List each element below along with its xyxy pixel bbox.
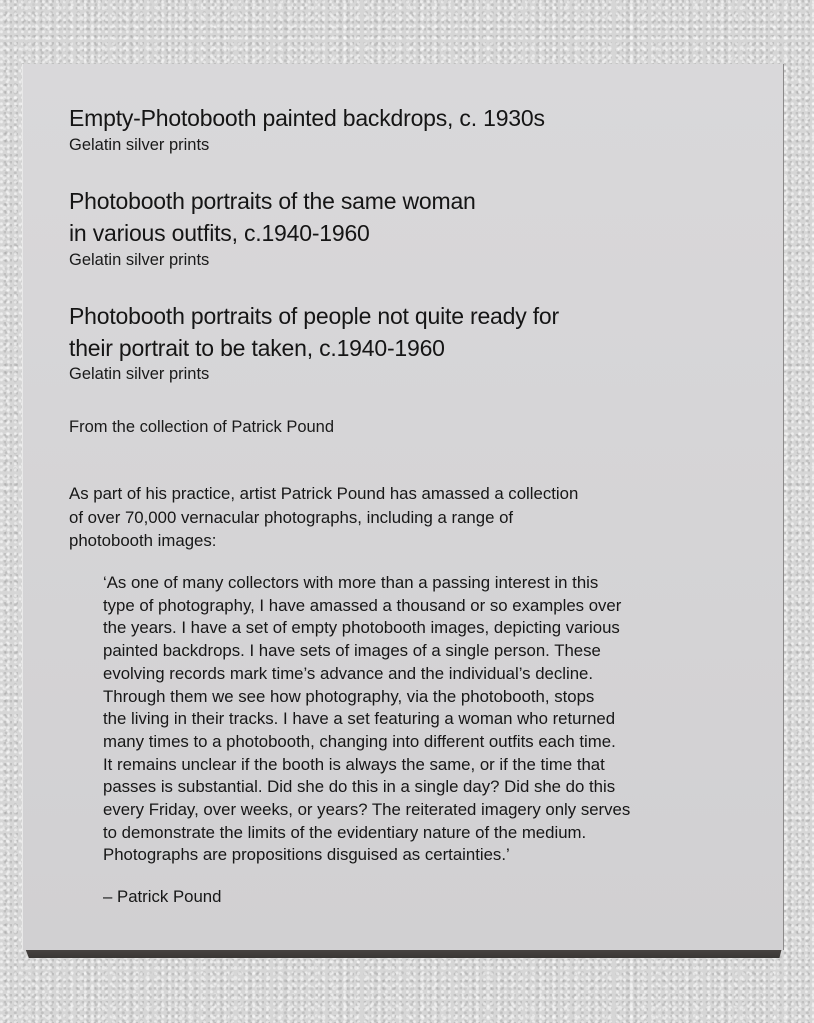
work-title-continued: in various outfits, c.1940-1960 <box>69 220 370 246</box>
quote-line: ‘As one of many collectors with more than a passing interest in this <box>103 573 599 592</box>
work-medium: Gelatin silver prints <box>69 136 210 154</box>
quote-line: It remains unclear if the booth is always the same, or if the time that <box>103 754 605 774</box>
quote-line: Photographs are propositions disguised as certainties.’ <box>103 845 510 865</box>
intro-paragraph <box>69 482 578 553</box>
quote-line: Through them we see how photography, via the photobooth, stops <box>103 686 595 706</box>
work-title: Photobooth portraits of people not quite ready for <box>69 303 559 329</box>
intro-line: As part of his practice, artist Patrick Pound has amassed a collection <box>69 484 579 503</box>
intro-line: of over 70,000 vernacular photographs, including a range of <box>69 507 514 527</box>
quote-line: type of photography, I have amassed a thousand or so examples over <box>103 595 622 615</box>
artist-quote <box>103 572 630 867</box>
quote-line: evolving records mark time’s advance and the individual’s decline. <box>103 663 594 683</box>
quote-line: many times to a photobooth, changing into different outfits each time. <box>103 731 616 751</box>
credit-line: From the collection of Patrick Pound <box>69 418 335 436</box>
quote-line: the living in their tracks. I have a set featuring a woman who returned <box>103 709 616 729</box>
quote-line: every Friday, over weeks, or years? The reiterated imagery only serves <box>103 800 631 820</box>
quote-line: painted backdrops. I have sets of images of a single person. These <box>103 641 601 661</box>
work-title: Empty-Photobooth painted backdrops, c. 1930s <box>69 105 545 131</box>
work-title: Photobooth portraits of the same woman <box>69 188 476 214</box>
quote-line: passes is substantial. Did she do this in a single day? Did she do this <box>103 777 616 797</box>
work-medium: Gelatin silver prints <box>69 251 210 269</box>
quote-line: to demonstrate the limits of the evidentiary nature of the medium. <box>103 822 587 842</box>
work-title-continued: their portrait to be taken, c.1940-1960 <box>69 335 445 361</box>
wall-label <box>22 64 784 950</box>
intro-line: photobooth images: <box>69 531 217 550</box>
quote-attribution: – Patrick Pound <box>103 887 222 906</box>
quote-line: the years. I have a set of empty photobooth images, depicting various <box>103 618 620 638</box>
work-medium: Gelatin silver prints <box>69 365 210 383</box>
